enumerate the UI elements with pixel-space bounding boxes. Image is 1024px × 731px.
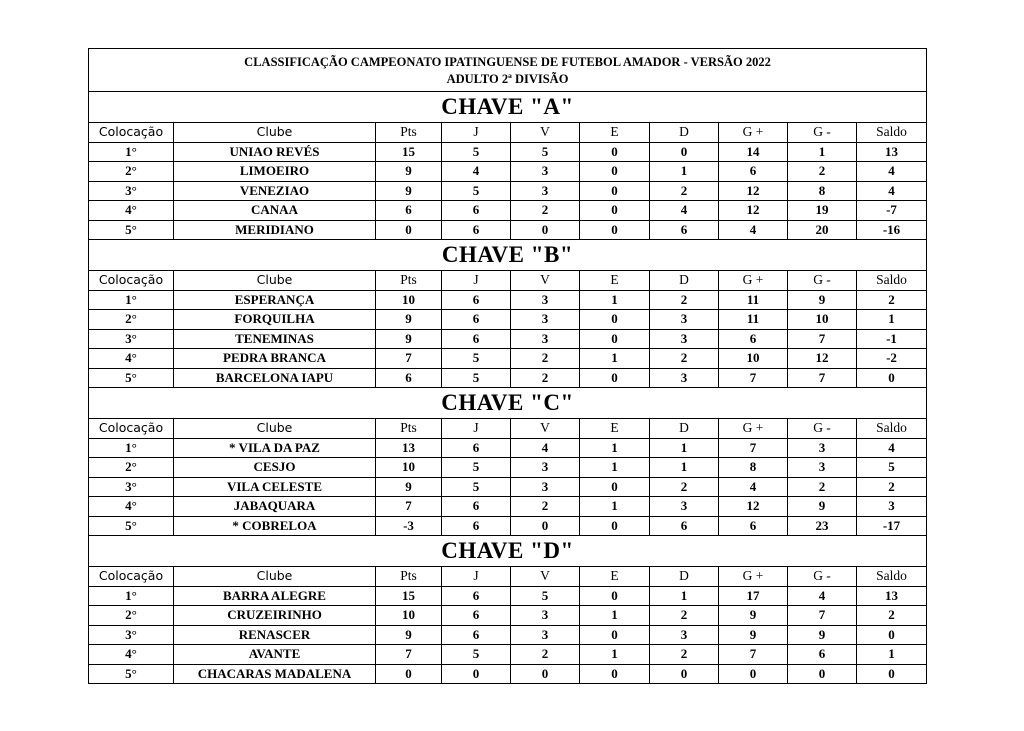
group-title: CHAVE "C" — [89, 388, 927, 419]
column-header-wins: V — [511, 567, 580, 587]
cell-goals-against: 4 — [788, 586, 857, 606]
cell-position: 2° — [89, 310, 174, 330]
cell-position: 5° — [89, 220, 174, 240]
cell-points: 15 — [376, 586, 442, 606]
column-header-draws: E — [580, 419, 650, 439]
cell-goals-for: 11 — [719, 290, 788, 310]
cell-games: 5 — [442, 477, 511, 497]
cell-goal-difference: -2 — [857, 349, 927, 369]
table-row — [89, 516, 927, 536]
cell-games: 6 — [442, 625, 511, 645]
column-header-draws: E — [580, 271, 650, 291]
cell-points: 7 — [376, 349, 442, 369]
cell-wins: 3 — [511, 290, 580, 310]
column-header-goals-for: G + — [719, 419, 788, 439]
cell-wins: 2 — [511, 497, 580, 517]
cell-position: 3° — [89, 625, 174, 645]
table-row — [89, 368, 927, 388]
cell-losses: 3 — [650, 329, 719, 349]
cell-draws: 1 — [580, 458, 650, 478]
cell-goals-against: 7 — [788, 606, 857, 626]
cell-draws: 1 — [580, 290, 650, 310]
cell-losses: 3 — [650, 310, 719, 330]
cell-draws: 0 — [580, 162, 650, 182]
cell-draws: 0 — [580, 516, 650, 536]
cell-goals-against: 9 — [788, 497, 857, 517]
cell-club: LIMOEIRO — [174, 162, 376, 182]
cell-club: CRUZEIRINHO — [174, 606, 376, 626]
cell-draws: 1 — [580, 645, 650, 665]
column-header-goal-difference: Saldo — [857, 567, 927, 587]
column-header-points: Pts — [376, 567, 442, 587]
cell-losses: 3 — [650, 497, 719, 517]
group-title: CHAVE "D" — [89, 536, 927, 567]
group-row — [89, 536, 927, 567]
cell-club: UNIAO REVÉS — [174, 142, 376, 162]
cell-losses: 6 — [650, 516, 719, 536]
cell-wins: 0 — [511, 516, 580, 536]
cell-draws: 0 — [580, 310, 650, 330]
cell-games: 5 — [442, 645, 511, 665]
cell-club: CANAA — [174, 201, 376, 221]
table-row — [89, 290, 927, 310]
title-line-2: ADULTO 2ª DIVISÃO — [446, 72, 569, 86]
cell-games: 5 — [442, 458, 511, 478]
cell-goals-for: 7 — [719, 368, 788, 388]
cell-games: 4 — [442, 162, 511, 182]
cell-goals-for: 6 — [719, 516, 788, 536]
cell-goals-against: 3 — [788, 458, 857, 478]
cell-wins: 2 — [511, 201, 580, 221]
column-header-goals-for: G + — [719, 123, 788, 143]
column-header-points: Pts — [376, 123, 442, 143]
column-header-losses: D — [650, 123, 719, 143]
cell-goal-difference: 13 — [857, 142, 927, 162]
table-row — [89, 586, 927, 606]
table-row — [89, 438, 927, 458]
cell-goals-for: 4 — [719, 220, 788, 240]
column-header-draws: E — [580, 123, 650, 143]
cell-points: 7 — [376, 497, 442, 517]
column-header-games: J — [442, 271, 511, 291]
cell-points: 0 — [376, 220, 442, 240]
table-row — [89, 181, 927, 201]
cell-position: 1° — [89, 290, 174, 310]
table-row — [89, 220, 927, 240]
cell-points: 6 — [376, 368, 442, 388]
cell-points: 13 — [376, 438, 442, 458]
table-row — [89, 458, 927, 478]
cell-goals-against: 6 — [788, 645, 857, 665]
column-header-points: Pts — [376, 419, 442, 439]
cell-points: 9 — [376, 181, 442, 201]
cell-games: 6 — [442, 329, 511, 349]
cell-wins: 3 — [511, 329, 580, 349]
title-line-1: CLASSIFICAÇÃO CAMPEONATO IPATINGUENSE DE FUTEBOL AMADOR - VERSÃO 2022 — [244, 55, 771, 69]
cell-goals-for: 12 — [719, 497, 788, 517]
cell-goal-difference: 4 — [857, 181, 927, 201]
cell-losses: 2 — [650, 181, 719, 201]
column-header-goals-against: G - — [788, 123, 857, 143]
cell-goals-for: 9 — [719, 606, 788, 626]
cell-draws: 1 — [580, 497, 650, 517]
standings-table — [88, 48, 927, 684]
cell-goals-against: 7 — [788, 329, 857, 349]
cell-goal-difference: 2 — [857, 290, 927, 310]
cell-points: 6 — [376, 201, 442, 221]
group-title: CHAVE "B" — [89, 240, 927, 271]
cell-goal-difference: 5 — [857, 458, 927, 478]
cell-goals-against: 3 — [788, 438, 857, 458]
cell-wins: 3 — [511, 181, 580, 201]
cell-goal-difference: 0 — [857, 625, 927, 645]
table-row — [89, 606, 927, 626]
cell-losses: 4 — [650, 201, 719, 221]
cell-losses: 2 — [650, 477, 719, 497]
column-header-goals-against: G - — [788, 419, 857, 439]
column-header-position: Colocação — [89, 567, 174, 587]
cell-club: FORQUILHA — [174, 310, 376, 330]
column-header-goals-for: G + — [719, 567, 788, 587]
column-header-club: Clube — [174, 271, 376, 291]
cell-wins: 3 — [511, 606, 580, 626]
column-header-games: J — [442, 123, 511, 143]
column-header-goal-difference: Saldo — [857, 123, 927, 143]
cell-games: 5 — [442, 368, 511, 388]
column-header-goals-against: G - — [788, 271, 857, 291]
cell-position: 5° — [89, 516, 174, 536]
cell-wins: 2 — [511, 645, 580, 665]
cell-club: BARRA ALEGRE — [174, 586, 376, 606]
cell-losses: 2 — [650, 606, 719, 626]
cell-games: 6 — [442, 310, 511, 330]
table-row — [89, 329, 927, 349]
column-header-row — [89, 123, 927, 143]
column-header-games: J — [442, 567, 511, 587]
column-header-row — [89, 419, 927, 439]
cell-points: 7 — [376, 645, 442, 665]
cell-draws: 1 — [580, 349, 650, 369]
table-row — [89, 625, 927, 645]
cell-losses: 1 — [650, 586, 719, 606]
group-row — [89, 388, 927, 419]
cell-points: 10 — [376, 606, 442, 626]
cell-goal-difference: 2 — [857, 477, 927, 497]
cell-draws: 0 — [580, 625, 650, 645]
cell-position: 3° — [89, 477, 174, 497]
cell-goal-difference: 0 — [857, 368, 927, 388]
column-header-club: Clube — [174, 567, 376, 587]
cell-goals-for: 12 — [719, 181, 788, 201]
cell-club: JABAQUARA — [174, 497, 376, 517]
cell-games: 6 — [442, 586, 511, 606]
cell-goal-difference: 0 — [857, 664, 927, 684]
cell-points: 10 — [376, 458, 442, 478]
cell-draws: 0 — [580, 329, 650, 349]
cell-goals-against: 23 — [788, 516, 857, 536]
cell-wins: 5 — [511, 586, 580, 606]
cell-goals-against: 2 — [788, 162, 857, 182]
table-row — [89, 477, 927, 497]
cell-points: -3 — [376, 516, 442, 536]
cell-position: 5° — [89, 664, 174, 684]
cell-club: * VILA DA PAZ — [174, 438, 376, 458]
cell-draws: 1 — [580, 606, 650, 626]
cell-goals-for: 14 — [719, 142, 788, 162]
cell-club: VILA CELESTE — [174, 477, 376, 497]
cell-wins: 3 — [511, 310, 580, 330]
cell-position: 2° — [89, 162, 174, 182]
cell-losses: 1 — [650, 162, 719, 182]
cell-games: 6 — [442, 220, 511, 240]
cell-position: 4° — [89, 497, 174, 517]
column-header-row — [89, 271, 927, 291]
table-row — [89, 142, 927, 162]
cell-goals-against: 1 — [788, 142, 857, 162]
cell-goals-for: 4 — [719, 477, 788, 497]
cell-goals-for: 17 — [719, 586, 788, 606]
cell-goal-difference: -16 — [857, 220, 927, 240]
column-header-club: Clube — [174, 419, 376, 439]
cell-position: 1° — [89, 142, 174, 162]
cell-club: RENASCER — [174, 625, 376, 645]
column-header-goal-difference: Saldo — [857, 271, 927, 291]
cell-club: VENEZIAO — [174, 181, 376, 201]
cell-goals-against: 8 — [788, 181, 857, 201]
cell-points: 9 — [376, 477, 442, 497]
cell-games: 0 — [442, 664, 511, 684]
cell-games: 6 — [442, 438, 511, 458]
cell-goal-difference: 4 — [857, 162, 927, 182]
cell-losses: 6 — [650, 220, 719, 240]
cell-club: * COBRELOA — [174, 516, 376, 536]
cell-goals-for: 9 — [719, 625, 788, 645]
cell-draws: 0 — [580, 181, 650, 201]
cell-goals-against: 9 — [788, 625, 857, 645]
cell-games: 6 — [442, 497, 511, 517]
cell-draws: 0 — [580, 220, 650, 240]
cell-position: 1° — [89, 438, 174, 458]
cell-goal-difference: -17 — [857, 516, 927, 536]
cell-losses: 1 — [650, 438, 719, 458]
cell-position: 4° — [89, 201, 174, 221]
cell-points: 0 — [376, 664, 442, 684]
cell-games: 5 — [442, 349, 511, 369]
table-row — [89, 497, 927, 517]
cell-goals-for: 6 — [719, 329, 788, 349]
cell-wins: 2 — [511, 349, 580, 369]
column-header-wins: V — [511, 123, 580, 143]
cell-goals-against: 20 — [788, 220, 857, 240]
table-row — [89, 664, 927, 684]
cell-draws: 0 — [580, 477, 650, 497]
cell-wins: 2 — [511, 368, 580, 388]
cell-wins: 3 — [511, 458, 580, 478]
cell-goals-against: 19 — [788, 201, 857, 221]
cell-draws: 0 — [580, 368, 650, 388]
cell-goals-for: 7 — [719, 438, 788, 458]
cell-points: 15 — [376, 142, 442, 162]
cell-goal-difference: 1 — [857, 310, 927, 330]
cell-wins: 0 — [511, 220, 580, 240]
cell-goals-for: 12 — [719, 201, 788, 221]
cell-wins: 0 — [511, 664, 580, 684]
cell-wins: 4 — [511, 438, 580, 458]
cell-games: 6 — [442, 290, 511, 310]
cell-goal-difference: -1 — [857, 329, 927, 349]
column-header-wins: V — [511, 271, 580, 291]
cell-goals-against: 7 — [788, 368, 857, 388]
cell-points: 9 — [376, 329, 442, 349]
cell-goal-difference: -7 — [857, 201, 927, 221]
cell-goal-difference: 3 — [857, 497, 927, 517]
document-title — [89, 49, 927, 92]
cell-position: 5° — [89, 368, 174, 388]
cell-goals-for: 0 — [719, 664, 788, 684]
column-header-goals-against: G - — [788, 567, 857, 587]
cell-wins: 3 — [511, 162, 580, 182]
column-header-club: Clube — [174, 123, 376, 143]
cell-losses: 2 — [650, 349, 719, 369]
column-header-points: Pts — [376, 271, 442, 291]
cell-club: BARCELONA IAPU — [174, 368, 376, 388]
cell-losses: 2 — [650, 290, 719, 310]
cell-club: CESJO — [174, 458, 376, 478]
cell-goals-for: 11 — [719, 310, 788, 330]
column-header-games: J — [442, 419, 511, 439]
cell-draws: 0 — [580, 586, 650, 606]
cell-goal-difference: 2 — [857, 606, 927, 626]
cell-games: 6 — [442, 201, 511, 221]
cell-draws: 0 — [580, 664, 650, 684]
cell-goals-against: 2 — [788, 477, 857, 497]
column-header-position: Colocação — [89, 123, 174, 143]
cell-position: 4° — [89, 645, 174, 665]
cell-position: 3° — [89, 181, 174, 201]
cell-goals-for: 10 — [719, 349, 788, 369]
cell-position: 1° — [89, 586, 174, 606]
column-header-losses: D — [650, 419, 719, 439]
cell-club: ESPERANÇA — [174, 290, 376, 310]
table-row — [89, 310, 927, 330]
column-header-wins: V — [511, 419, 580, 439]
cell-club: AVANTE — [174, 645, 376, 665]
cell-position: 4° — [89, 349, 174, 369]
group-row — [89, 240, 927, 271]
cell-club: TENEMINAS — [174, 329, 376, 349]
table-row — [89, 201, 927, 221]
column-header-position: Colocação — [89, 419, 174, 439]
table-row — [89, 645, 927, 665]
cell-goals-against: 12 — [788, 349, 857, 369]
cell-games: 6 — [442, 606, 511, 626]
cell-points: 9 — [376, 310, 442, 330]
cell-losses: 1 — [650, 458, 719, 478]
cell-position: 2° — [89, 458, 174, 478]
column-header-row — [89, 567, 927, 587]
table-row — [89, 349, 927, 369]
column-header-draws: E — [580, 567, 650, 587]
cell-club: MERIDIANO — [174, 220, 376, 240]
cell-wins: 5 — [511, 142, 580, 162]
cell-goals-for: 7 — [719, 645, 788, 665]
cell-club: CHACARAS MADALENA — [174, 664, 376, 684]
cell-losses: 2 — [650, 645, 719, 665]
column-header-goal-difference: Saldo — [857, 419, 927, 439]
cell-position: 3° — [89, 329, 174, 349]
cell-goals-against: 9 — [788, 290, 857, 310]
cell-games: 6 — [442, 516, 511, 536]
cell-goals-against: 10 — [788, 310, 857, 330]
cell-points: 10 — [376, 290, 442, 310]
cell-position: 2° — [89, 606, 174, 626]
cell-goals-against: 0 — [788, 664, 857, 684]
cell-club: PEDRA BRANCA — [174, 349, 376, 369]
cell-goals-for: 8 — [719, 458, 788, 478]
cell-goal-difference: 1 — [857, 645, 927, 665]
column-header-losses: D — [650, 271, 719, 291]
column-header-losses: D — [650, 567, 719, 587]
cell-goal-difference: 4 — [857, 438, 927, 458]
cell-draws: 1 — [580, 438, 650, 458]
cell-games: 5 — [442, 142, 511, 162]
column-header-position: Colocação — [89, 271, 174, 291]
cell-losses: 3 — [650, 368, 719, 388]
cell-losses: 0 — [650, 664, 719, 684]
cell-draws: 0 — [580, 201, 650, 221]
group-row — [89, 92, 927, 123]
cell-wins: 3 — [511, 477, 580, 497]
cell-games: 5 — [442, 181, 511, 201]
cell-losses: 3 — [650, 625, 719, 645]
table-row — [89, 162, 927, 182]
cell-losses: 0 — [650, 142, 719, 162]
cell-goals-for: 6 — [719, 162, 788, 182]
cell-points: 9 — [376, 162, 442, 182]
column-header-goals-for: G + — [719, 271, 788, 291]
cell-points: 9 — [376, 625, 442, 645]
cell-draws: 0 — [580, 142, 650, 162]
group-title: CHAVE "A" — [89, 92, 927, 123]
cell-wins: 3 — [511, 625, 580, 645]
cell-goal-difference: 13 — [857, 586, 927, 606]
